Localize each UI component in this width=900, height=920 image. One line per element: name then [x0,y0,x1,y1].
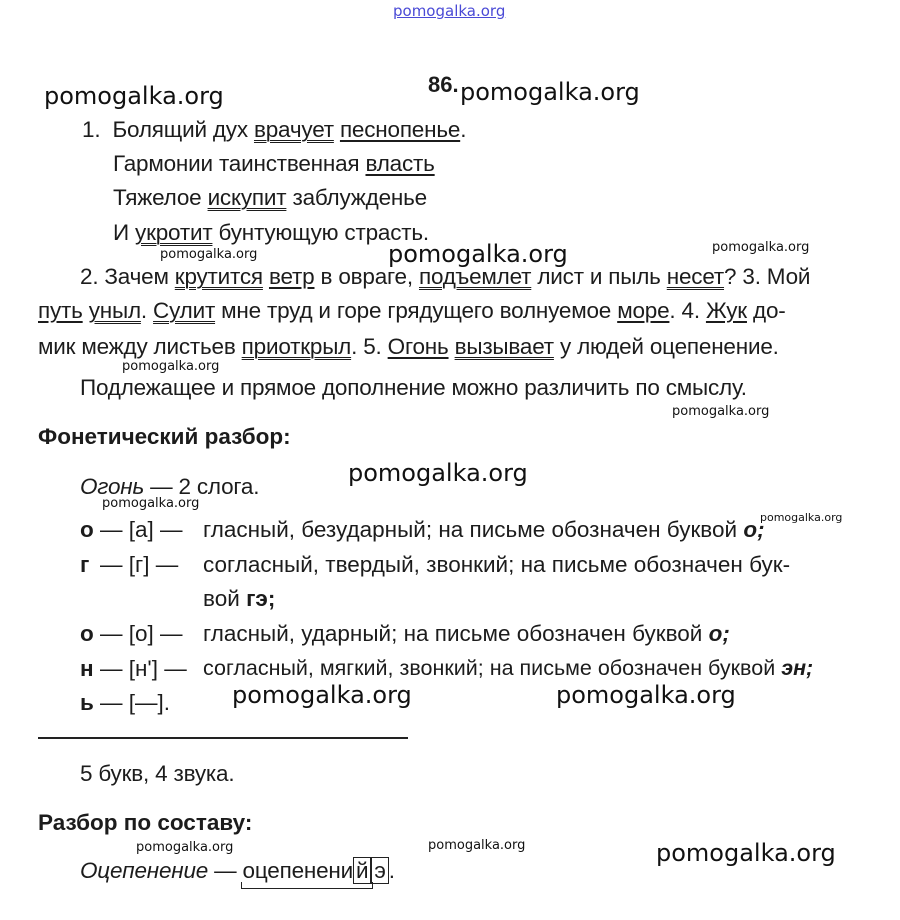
sentences-line-1: 2. Зачем крутится ветр в овраге, подъемлет лист и пыль несет? 3. Мой [80,264,811,289]
watermark: pomogalka.org [102,496,200,511]
suffix-box: й [353,857,371,884]
watermark: pomogalka.org [136,840,234,855]
watermark: pomogalka.org [122,359,220,374]
phonetic-desc: гласный, безударный; на письме обозначен буквой о; [203,517,765,542]
divider [38,737,408,739]
phonetic-sound: — [а] — [100,517,183,542]
watermark: pomogalka.org [760,511,843,524]
ending-box: э [371,857,388,884]
phonetic-sound: — [н'] — [100,656,187,681]
watermark: pomogalka.org [348,459,528,487]
watermark: pomogalka.org [388,240,568,268]
watermark: pomogalka.org [232,681,412,709]
watermark: pomogalka.org [460,78,640,106]
exercise-number: 86. [428,72,459,97]
phonetic-letter: н [80,656,94,681]
phonetic-sound: — [о] — [100,621,183,646]
phonetic-desc: согласный, мягкий, звонкий; на письме обозначен буквой эн; [203,656,814,680]
phonetic-desc: согласный, твердый, звонкий; на письме обозначен бук- [203,552,791,577]
watermark: pomogalka.org [160,247,258,262]
watermark: pomogalka.org [556,681,736,709]
phonetic-heading: Фонетический разбор: [38,424,291,449]
phonetic-sound: — [—]. [100,690,171,715]
phonetic-desc: гласный, ударный; на письме обозначен буквой о; [203,621,730,646]
watermark: pomogalka.org [672,404,770,419]
sentences-line-3: мик между листьев приоткрыл. 5. Огонь вызывает у людей оцепенение. [38,334,779,359]
sentences-line-2: путь уныл. Сулит мне труд и горе грядущего волнуемое море. 4. Жук до- [38,298,786,323]
phonetic-letter: о [80,621,94,646]
poem-line-1: 1. Болящий дух врачует песнопенье. [82,117,467,142]
phonetic-summary: 5 букв, 4 звука. [80,761,235,786]
phonetic-letter: о [80,517,94,542]
watermark: pomogalka.org [44,82,224,110]
note: Подлежащее и прямое дополнение можно различить по смыслу. [80,375,747,400]
watermark: pomogalka.org [712,240,810,255]
word-stem: оцепенени й [243,858,372,884]
composition-heading: Разбор по составу: [38,810,253,835]
watermark: pomogalka.org [428,838,526,853]
poem-line-2: Гармонии таинственная власть [113,151,435,176]
phonetic-sound: — [г] — [100,552,179,577]
phonetic-letter: ь [80,690,94,715]
phonetic-desc-cont: вой гэ; [203,586,276,611]
watermark: pomogalka.org [656,839,836,867]
phonetic-word-line: Огонь — 2 слога. [80,474,260,499]
phonetic-letter: г [80,552,90,577]
poem-line-3: Тяжелое искупит заблужденье [113,185,427,210]
watermark-top: pomogalka.org [393,2,506,20]
poem-line-4: И укротит бунтующую страсть. [113,220,429,245]
composition-line: Оцепенение — оцепенени й э . [80,858,395,884]
